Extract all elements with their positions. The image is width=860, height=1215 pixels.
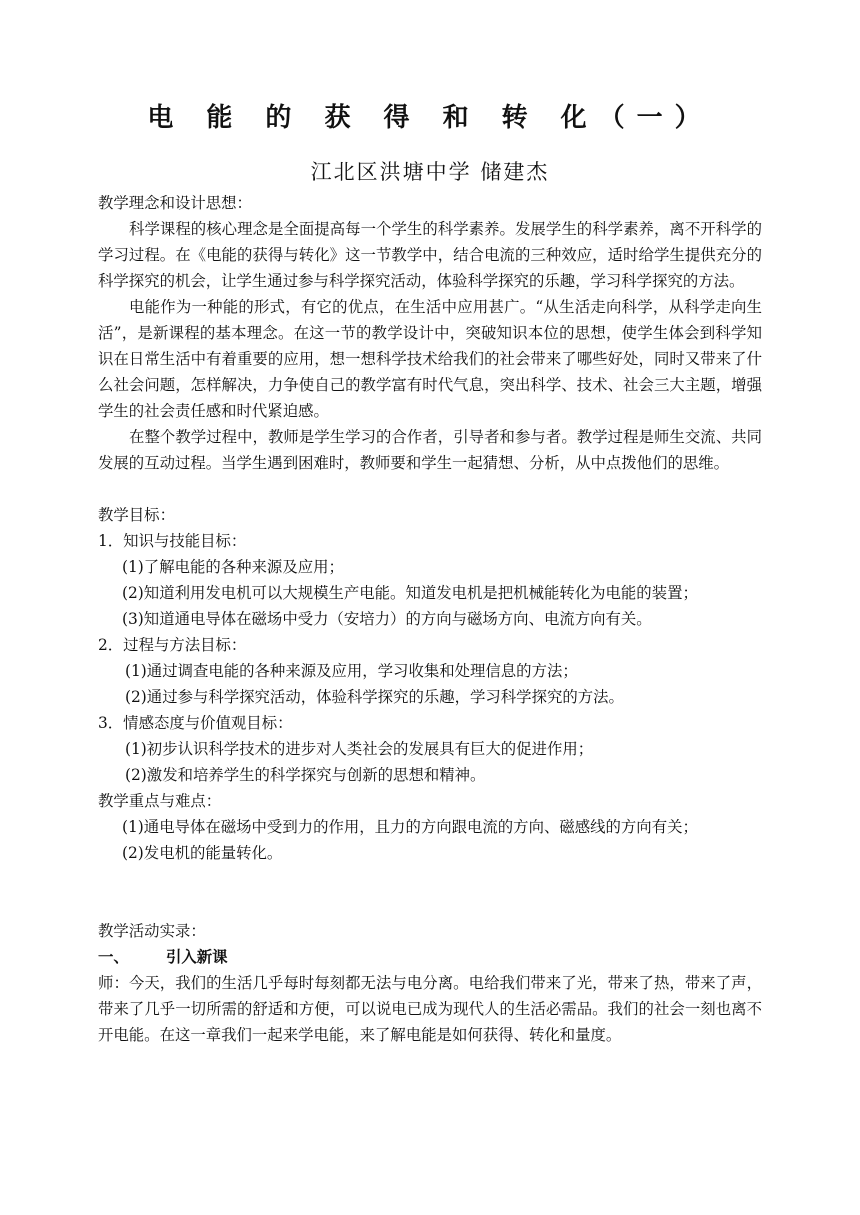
goal-1-item: (2)知道利用发电机可以大规模生产电能。知道发电机是把机械能转化为电能的装置； xyxy=(122,584,698,602)
goal-2-label: 2．过程与方法目标： xyxy=(98,636,247,654)
philosophy-paragraph-2: 电能作为一种能的形式，有它的优点，在生活中应用甚广。“从生活走向科学，从科学走向生活”，是新课程的基本理念。在这一节的教学设计中，突破知识本位的思想，使学生体会到科学知识在日常生活中有着重要的应用，想一想科学技术给我们的社会带来了哪些好处，同时又带来了什么社会问题，怎样解决，力争使自己的教学富有时代气息，突出科学、技术、社会三大主题，增强学生的社会责任感和时代紧迫感。 xyxy=(98,298,762,420)
goal-3-label: 3．情感态度与价值观目标： xyxy=(98,714,293,732)
document-title: 电 能 的 获 得 和 转 化（一） xyxy=(147,103,713,133)
document-page xyxy=(98,96,762,1048)
author-line: 江北区洪塘中学 储建杰 xyxy=(310,160,550,184)
keypoint-item: (1)通电导体在磁场中受到力的作用，且力的方向跟电流的方向、磁感线的方向有关； xyxy=(122,818,698,836)
activity-heading: 教学活动实录： xyxy=(98,922,206,940)
spacer xyxy=(98,476,762,502)
goals-heading: 教学目标： xyxy=(98,506,175,524)
goal-1-label: 1．知识与技能目标： xyxy=(98,532,247,550)
activity-paragraph: 师：今天，我们的生活几乎每时每刻都无法与电分离。电给我们带来了光，带来了热，带来了声，带来了几乎一切所需的舒适和方便，可以说电已成为现代人的生活必需品。我们的社会一刻也离不开电能。在这一章我们一起来学电能，来了解电能是如何获得、转化和量度。 xyxy=(98,974,762,1044)
goal-3-item: (1)初步认识科学技术的进步对人类社会的发展具有巨大的促进作用； xyxy=(125,740,594,758)
keypoints-heading: 教学重点与难点： xyxy=(98,792,222,810)
philosophy-paragraph-3: 在整个教学过程中，教师是学生学习的合作者，引导者和参与者。教学过程是师生交流、共同发展的互动过程。当学生遇到困难时，教师要和学生一起猜想、分析，从中点拨他们的思维。 xyxy=(98,428,762,472)
section-title: 引入新课 xyxy=(166,948,228,966)
goal-1-item: (1)了解电能的各种来源及应用； xyxy=(122,558,344,576)
section-number: 一、 xyxy=(98,948,129,966)
goal-3-item: (2)激发和培养学生的科学探究与创新的思想和精神。 xyxy=(125,766,486,784)
goal-1-item: (3)知道通电导体在磁场中受力（安培力）的方向与磁场方向、电流方向有关。 xyxy=(122,610,652,628)
goal-2-item: (1)通过调查电能的各种来源及应用，学习收集和处理信息的方法； xyxy=(125,662,578,680)
spacer xyxy=(98,866,762,918)
keypoint-item: (2)发电机的能量转化。 xyxy=(122,844,283,862)
philosophy-paragraph-1: 科学课程的核心理念是全面提高每一个学生的科学素养。发展学生的科学素养，离不开科学的学习过程。在《电能的获得与转化》这一节教学中，结合电流的三种效应，适时给学生提供充分的科学探究的机会，让学生通过参与科学探究活动，体验科学探究的乐趣，学习科学探究的方法。 xyxy=(98,220,762,290)
section-heading xyxy=(98,944,762,970)
philosophy-heading: 教学理念和设计思想： xyxy=(98,194,252,212)
goal-2-item: (2)通过参与科学探究活动，体验科学探究的乐趣，学习科学探究的方法。 xyxy=(125,688,624,706)
